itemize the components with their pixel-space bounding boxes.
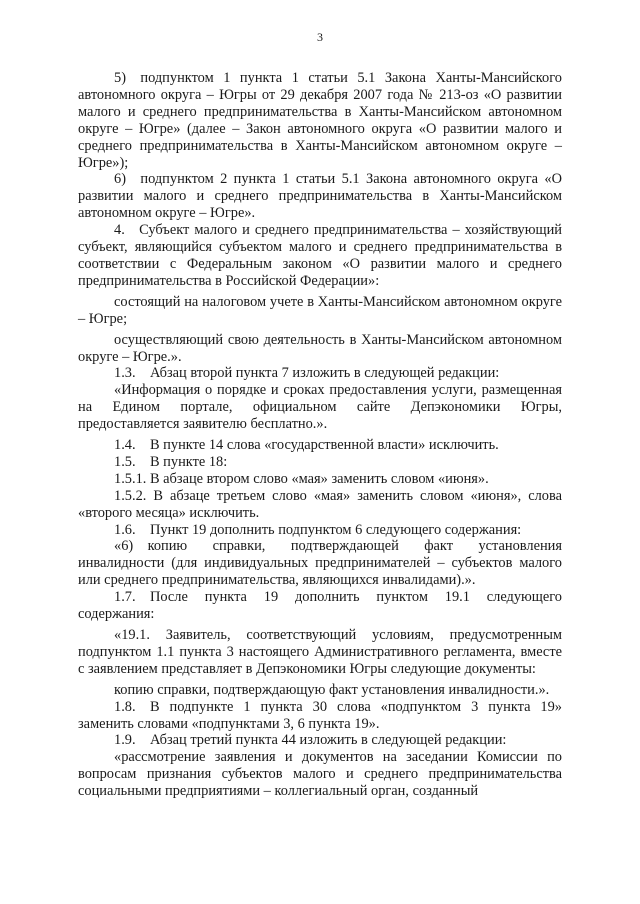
paragraph-subitem-5: 5) подпунктом 1 пункта 1 статьи 5.1 Закона Ханты-Мансийского автономного округа – Югры от 29 декабря 2007 года № 213-оз «О развитии малого и среднего предпринимательства в Ханты-Мансийском автономном округе – Югре» (далее – Закон автономного округа «О развитии малого и среднего предпринимательства в Ханты-Мансийском автономном округе – Югре»);: [78, 70, 562, 171]
page-number: 3: [317, 30, 323, 44]
paragraph-1-3: 1.3. Абзац второй пункта 7 изложить в следующей редакции:: [114, 365, 500, 382]
paragraph-1-5-2: 1.5.2. В абзаце третьем слово «мая» заменить словом «июня», слова «второго месяца» исключить.: [78, 487, 562, 521]
paragraph-subitem-6-copy: «6) копию справки, подтверждающей факт установления инвалидности (для индивидуальных предпринимателей – субъектов малого или среднего предпринимательства, являющихся инвалидами).».: [78, 538, 562, 589]
paragraph-tax-registered: состоящий на налоговом учете в Ханты-Мансийском автономном округе – Югре;: [78, 293, 562, 327]
document-body: [78, 70, 562, 800]
paragraph-item-4: 4. Субъект малого и среднего предпринимательства – хозяйствующий субъект, являющийся субъектом малого и среднего предпринимательства в соответствии с Федеральным законом «О развитии малого и среднего предпринимательства в Российской Федерации»:: [78, 222, 562, 289]
paragraph-subitem-6: 6) подпунктом 2 пункта 1 статьи 5.1 Закона автономного округа «О развитии малого и среднего предпринимательства в Ханты-Мансийском автономном округе – Югре».: [78, 171, 562, 222]
paragraph-copy-certificate: копию справки, подтверждающую факт установления инвалидности.».: [114, 681, 550, 698]
paragraph-information: «Информация о порядке и сроках предоставления услуги, размещенная на Едином портале, официальном сайте Депэкономики Югры, предоставляется заявителю бесплатно.».: [78, 382, 562, 433]
paragraph-1-7: 1.7. После пункта 19 дополнить пунктом 19.1 следующего содержания:: [78, 589, 562, 623]
paragraph-19-1: «19.1. Заявитель, соответствующий условиям, предусмотренным подпунктом 1.1 пункта 3 настоящего Административного регламента, вместе с заявлением представляет в Депэкономики Югры следующие документы:: [78, 627, 562, 677]
paragraph-1-5-1: 1.5.1. В абзаце втором слово «мая» заменить словом «июня».: [114, 470, 489, 487]
paragraph-1-9: 1.9. Абзац третий пункта 44 изложить в следующей редакции:: [114, 732, 507, 749]
paragraph-consideration: «рассмотрение заявления и документов на заседании Комиссии по вопросам признания субъектов малого и среднего предпринимательства социальными предприятиями – коллегиальный орган, созданный: [78, 749, 562, 800]
paragraph-1-8: 1.8. В подпункте 1 пункта 30 слова «подпунктом 3 пункта 19» заменить словами «подпунктами 3, 6 пункта 19».: [78, 698, 562, 732]
paragraph-1-4: 1.4. В пункте 14 слова «государственной власти» исключить.: [114, 437, 499, 454]
paragraph-operating: осуществляющий свою деятельность в Ханты-Мансийском автономном округе – Югре.».: [78, 331, 562, 365]
paragraph-1-6: 1.6. Пункт 19 дополнить подпунктом 6 следующего содержания:: [114, 521, 522, 538]
paragraph-1-5: 1.5. В пункте 18:: [114, 453, 228, 470]
